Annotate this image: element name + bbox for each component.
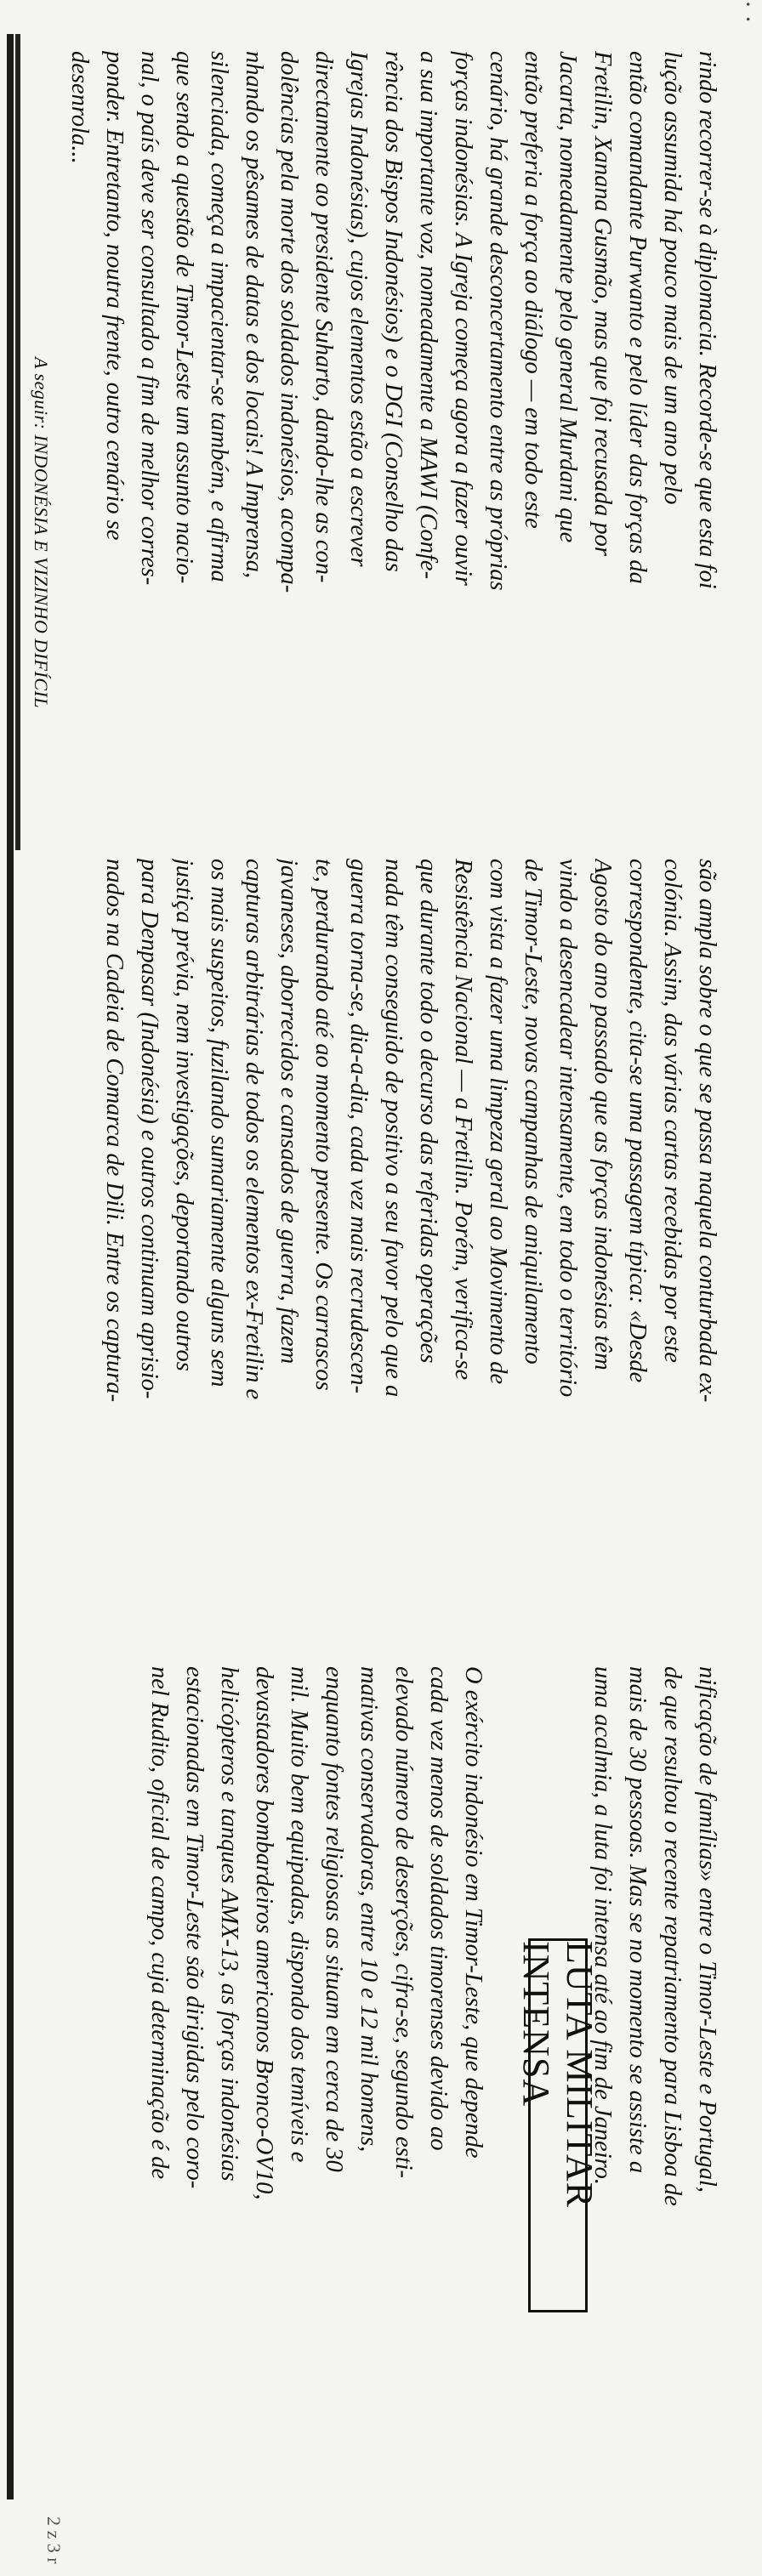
- text-line: vindo a desencadear intensamente, em todo o território: [554, 859, 581, 1398]
- text-line: correspondente, cita-se uma passagem típica: «Desde: [624, 859, 651, 1383]
- text-line: que sendo a questão de Timor-Leste um assunto nacio-: [171, 51, 197, 584]
- text-line: nel Rudito, oficial de campo, cuja determinação é de: [146, 1666, 173, 2180]
- text-line: silenciada, começa a impacientar-se também, e afirma: [206, 51, 232, 582]
- text-line: nal, o país deve ser consultado a fim de melhor corres-: [136, 51, 162, 586]
- edge-marks: 2 z 3 r: [43, 2516, 65, 2564]
- text-line: com vista a fazer uma limpeza geral ao Movimento de: [485, 859, 511, 1385]
- headline-text: LUTA MILITAR INTENSA: [515, 1941, 600, 2209]
- text-line: rência dos Bispos Indonésios) e o DGI (Conselho das: [380, 51, 407, 572]
- text-line: rindo recorrer-se à diplomacia. Recorde-se que esta foi: [694, 51, 720, 589]
- text-line: os mais suspeitos, fuzilando sumariamente alguns sem: [206, 859, 232, 1387]
- text-line: nificação de famílias» entre o Timor-Leste e Portugal,: [694, 1666, 720, 2193]
- continuation-note: A seguir: INDONÉSIA E VIZINHO DIFÍCIL: [31, 357, 52, 709]
- text-line: colónia. Assim, das várias cartas recebidas por este: [659, 859, 685, 1363]
- text-line: te, perdurando até ao momento presente. Os carrascos: [310, 859, 337, 1391]
- text-line: mativas conservadoras, entre 10 e 12 mil homens,: [355, 1666, 382, 2153]
- text-line: nados na Cadeia de Comarca de Dili. Entre os captura-: [101, 859, 128, 1403]
- text-line: capturas arbitrárias de todos os elementos ex-Fretilin e: [241, 859, 267, 1400]
- text-line: javaneses, aborrecidos e cansados de guerra, fazem: [276, 859, 302, 1365]
- text-line: são ampla sobre o que se passa naquela conturbada ex-: [694, 859, 720, 1403]
- section-headline: [515, 1938, 600, 2312]
- text-line: cada vez menos de soldados timorenses devido ao: [425, 1666, 452, 2151]
- text-line: desenrola...: [66, 51, 93, 164]
- text-line: a sua importante voz, nomeadamente a MAWI (Confe-: [415, 51, 441, 580]
- text-line: forças indonésias. A Igreja começa agora a fazer ouvir: [450, 51, 476, 586]
- text-line: Agosto do ano passado que as forças indonésias têm: [589, 859, 616, 1370]
- text-line: nhando os pêsames de datas e dos locais! A Imprensa,: [241, 51, 267, 579]
- text-line: helicópteros e tanques AMX-13, as forças indonésias: [216, 1666, 242, 2182]
- text-line: dolências pela morte dos soldados indonésios, acompa-: [276, 51, 302, 593]
- text-line: de Timor-Leste, novas campanhas de aniquilamento: [520, 859, 546, 1365]
- column-rule: [15, 34, 20, 850]
- text-line: guerra torna-se, dia-a-dia, cada vez mais recrudescen-: [345, 859, 372, 1393]
- text-line: estacionadas em Timor-Leste são dirigidas pelo coro-: [181, 1666, 208, 2189]
- text-line: então comandante Purwanto e pelo líder das forças da: [624, 51, 651, 584]
- text-line: devastadores bombardeiros americanos Bronco-OV10,: [251, 1666, 277, 2200]
- text-line: mil. Muito bem equipadas, dispondo dos temíveis e: [286, 1666, 312, 2163]
- text-line: O exército indonésio em Timor-Leste, que depende: [460, 1666, 486, 2159]
- text-line: elevado número de deserções, cifra-se, segundo esti-: [390, 1666, 417, 2179]
- text-line: para Denpasar (Indonésia) e outros continuam aprisio-: [136, 859, 162, 1399]
- text-line: directamente ao presidente Suharto, dando-lhe as con-: [310, 51, 337, 583]
- text-line: lução assumida há pouco mais de um ano pelo: [659, 51, 685, 505]
- text-line: cenário, há grande desconcertamento entre as próprias: [485, 51, 511, 591]
- text-line: mais de 30 pessoas. Mas se no momento se assiste a: [624, 1666, 651, 2174]
- text-line: de que resultou o recente repatriamento para Lisboa de: [659, 1666, 685, 2206]
- text-line: justiça prévia, nem investigações, deportando outros: [171, 859, 197, 1371]
- text-line: enquanto fontes religiosas as situam em cerca de 30: [321, 1666, 347, 2172]
- text-line: Resistência Nacional — a Fretilin. Porém, verifica-se: [450, 859, 476, 1381]
- page-rule: [7, 34, 14, 2499]
- text-line: Fretilin, Xanana Gusmão, mas que foi recusada por: [589, 51, 616, 556]
- text-line: ponder. Entretanto, noutra frente, outro cenário se: [101, 51, 128, 541]
- text-line: que durante todo o decurso das referidas operações: [415, 859, 441, 1364]
- text-line: nada têm conseguido de positivo a seu favor pelo que a: [380, 859, 407, 1398]
- text-line: uma acalmia, a luta foi intensa até ao fim de Janeiro.: [589, 1666, 616, 2186]
- text-line: então preferia a força ao diálogo — em todo este: [520, 51, 546, 529]
- text-line: Jacarta, nomeadamente pelo general Murdani que: [554, 51, 581, 543]
- text-line: Igrejas Indonésias), cujos elementos estão a escrever: [345, 51, 372, 567]
- margin-specks: · ·: [734, 0, 762, 24]
